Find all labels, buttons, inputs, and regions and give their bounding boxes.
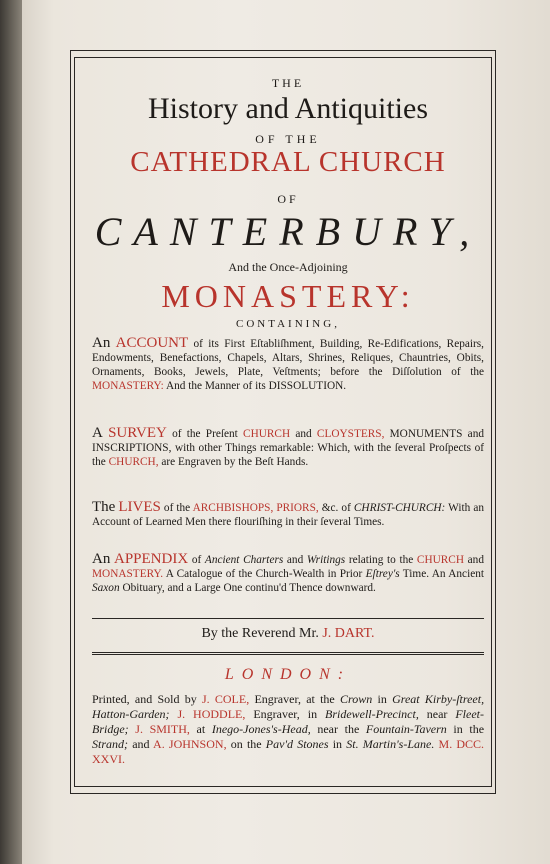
- p3-archbishops: ARCHBISHOPS, PRIORS,: [192, 502, 319, 514]
- imprint-engraver2: Engraver, in: [253, 707, 318, 721]
- p1-tail: And the Manner of its: [165, 380, 266, 392]
- p3-text: With an Account of Learned Men there flouriſhing in their ſeveral Times.: [92, 502, 484, 528]
- imprint-in2: in: [332, 737, 343, 751]
- title-monastery: MONASTERY:: [161, 278, 415, 314]
- p1-text: of its First Eſtabliſhment, Building, Re-Edifications, Repairs, Endowments, Benefactions, Chapels, Altars, Shrines, Reliques, Chauntries, Obits, Ornaments, Books, Jewels, Plate, Veſtments; before the Diſſolution of the: [92, 338, 484, 378]
- imprint-crown: Crown: [340, 692, 373, 706]
- title-the: THE: [271, 76, 305, 90]
- imprint-johnson: A. JOHNSON,: [153, 737, 227, 751]
- p1-keyword: ACCOUNT: [115, 335, 189, 351]
- p3-of-the: of the: [163, 502, 191, 514]
- p1-lead: An: [92, 335, 111, 351]
- p4-monastery: MONASTERY.: [92, 568, 164, 580]
- p2-cloysters: CLOYSTERS,: [316, 428, 385, 440]
- divider-rule-double-a: [92, 652, 484, 653]
- p1-monastery: MONASTERY:: [92, 380, 164, 392]
- p2-keyword: SURVEY: [108, 425, 167, 441]
- title-of: OF: [277, 192, 299, 206]
- divider-rule-double-b: [92, 654, 484, 655]
- imprint-text: [92, 692, 484, 767]
- imprint-year: M. DCC. XXVI.: [92, 737, 485, 766]
- p4-and2: and: [467, 554, 484, 566]
- divider-rule-top: [92, 618, 484, 619]
- imprint-and: and: [132, 737, 150, 751]
- p3-lives: LIVES: [118, 499, 161, 515]
- p4-and: and: [286, 554, 304, 566]
- paragraph-lives: [92, 500, 484, 529]
- paragraph-survey: [92, 426, 484, 469]
- imprint-pavd-stones: Pav'd Stones: [265, 737, 329, 751]
- imprint-on-the: on the: [230, 737, 262, 751]
- p2-and: and: [295, 428, 312, 440]
- imprint-martins-lane: St. Martin's-Lane.: [346, 737, 435, 751]
- p2-church2: CHURCH,: [108, 456, 159, 468]
- imprint-engraver1: Engraver, at the: [254, 692, 335, 706]
- p3-christ-church: CHRIST-CHURCH:: [353, 502, 446, 514]
- paragraph-appendix: [92, 552, 484, 595]
- p3-etc: &c. of: [321, 502, 351, 514]
- imprint-fleet: Fleet-Bridge;: [92, 707, 484, 736]
- imprint-inego: Inego-Jones's-Head,: [211, 722, 311, 736]
- title-of-the: OF THE: [255, 132, 321, 146]
- p4-ancient-charters: Ancient Charters: [204, 554, 284, 566]
- title-once-adjoining: And the Once-Adjoining: [228, 260, 348, 274]
- title-history-antiquities: History and Antiquities: [148, 92, 428, 125]
- author-by: By the Reverend Mr.: [201, 626, 319, 641]
- imprint-at: at: [196, 722, 206, 736]
- book-spine-shadow: [0, 0, 22, 864]
- p3-lead: The: [92, 499, 116, 515]
- title-canterbury: CANTERBURY,: [94, 209, 482, 254]
- p4-text3: Time. An Ancient: [402, 568, 485, 580]
- p4-writings: Writings: [306, 554, 346, 566]
- imprint-strand: Strand;: [92, 737, 128, 751]
- title-containing: CONTAINING,: [236, 318, 340, 330]
- imprint-smith: J. SMITH,: [135, 722, 190, 736]
- imprint-fountain: Fountain-Tavern: [365, 722, 447, 736]
- p4-lead: An: [92, 551, 111, 567]
- imprint-near2: near the: [317, 722, 360, 736]
- imprint-great-kirby: Great Kirby-ſtreet, Hatton-Garden;: [92, 692, 485, 721]
- p2-text3: are Engraven by the Beſt Hands.: [161, 456, 309, 468]
- p4-church: CHURCH: [416, 554, 464, 566]
- p4-text2: A Catalogue of the Church-Wealth in Prior: [165, 568, 363, 580]
- imprint-in-the: in the: [453, 722, 485, 736]
- p4-appendix: APPENDIX: [114, 551, 189, 567]
- p4-saxon: Saxon: [92, 582, 120, 594]
- imprint-cole: J. COLE,: [201, 692, 250, 706]
- p4-estrey: Eſtrey's: [365, 568, 400, 580]
- title-cathedral-church: CATHEDRAL CHURCH: [130, 146, 446, 178]
- author-name: J. DART.: [322, 626, 375, 641]
- p4-text4: Obituary, and a Large One continu'd Thence downward.: [122, 582, 376, 594]
- title-page: [22, 0, 550, 864]
- imprint-printed: Printed, and Sold by: [92, 692, 197, 706]
- p2-text2: MONUMENTS and INSCRIPTIONS, with other Things remarkable: Which, with the ſeveral Proſpects of the: [92, 428, 484, 468]
- p1-dissolution: DISSOLUTION.: [268, 380, 347, 392]
- p2-text1: of the Preſent: [172, 428, 238, 440]
- imprint-bridewell: Bridewell-Precinct,: [324, 707, 419, 721]
- p2-church: CHURCH: [243, 428, 291, 440]
- imprint-london: LONDON:: [224, 666, 352, 683]
- author-line: [92, 626, 484, 642]
- imprint-hoddle: J. HODDLE,: [177, 707, 246, 721]
- paragraph-account: [92, 336, 484, 393]
- imprint-in1: in: [377, 692, 387, 706]
- p4-of: of: [191, 554, 202, 566]
- imprint-near1: near: [426, 707, 448, 721]
- p2-lead: A: [92, 425, 103, 441]
- p4-text1: relating to the: [348, 554, 414, 566]
